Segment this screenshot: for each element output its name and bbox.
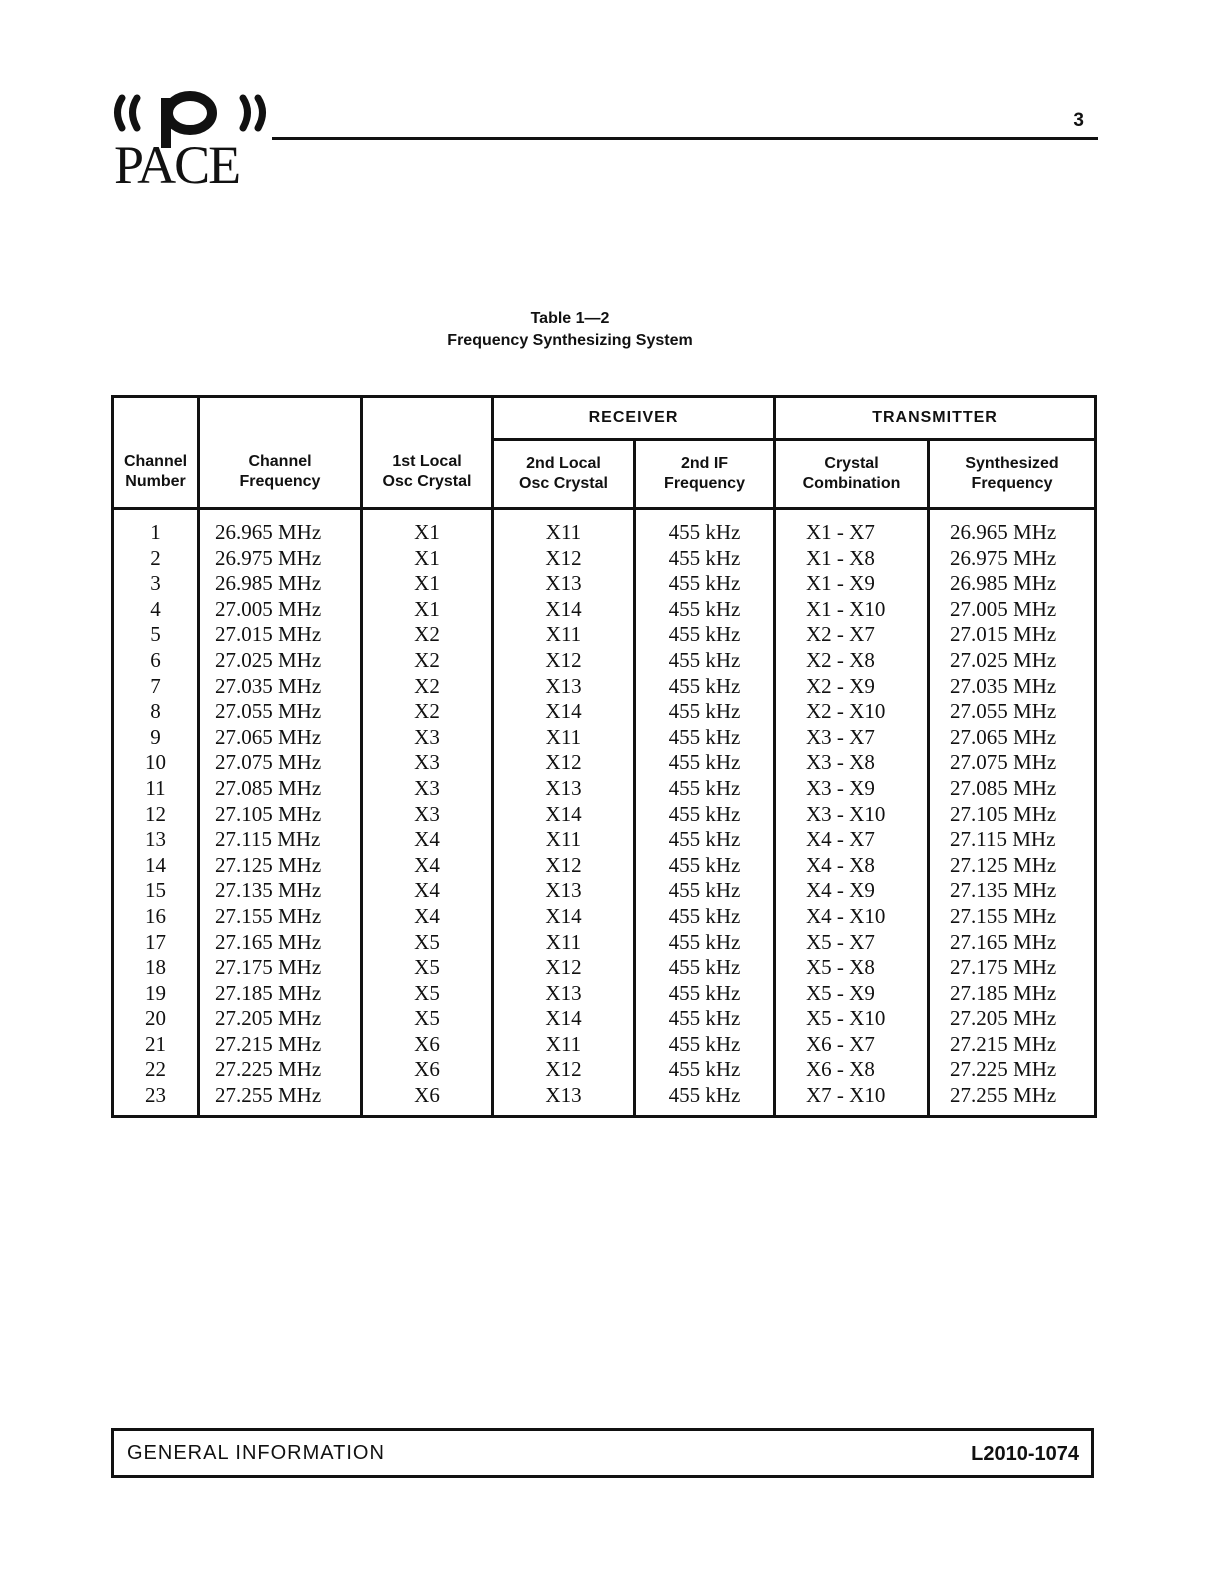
cell-2nd-local-osc: X11 bbox=[493, 622, 635, 648]
cell-synthesized-frequency: 27.215 MHz bbox=[929, 1032, 1096, 1058]
cell-crystal-combination: X4 - X8 bbox=[775, 853, 929, 879]
cell-channel-frequency: 27.085 MHz bbox=[199, 776, 362, 802]
cell-synthesized-frequency: 27.015 MHz bbox=[929, 622, 1096, 648]
footer-doc-id: L2010-1074 bbox=[971, 1443, 1079, 1465]
cell-synthesized-frequency: 27.205 MHz bbox=[929, 1006, 1096, 1032]
cell-channel-frequency: 27.075 MHz bbox=[199, 750, 362, 776]
cell-synthesized-frequency: 27.115 MHz bbox=[929, 827, 1096, 853]
cell-channel-number: 14 bbox=[113, 853, 199, 879]
cell-channel-number: 1 bbox=[113, 509, 199, 546]
cell-synthesized-frequency: 27.155 MHz bbox=[929, 904, 1096, 930]
cell-1st-local-osc: X4 bbox=[362, 878, 493, 904]
cell-synthesized-frequency: 27.185 MHz bbox=[929, 981, 1096, 1007]
table-row bbox=[113, 930, 1096, 956]
cell-crystal-combination: X3 - X8 bbox=[775, 750, 929, 776]
cell-1st-local-osc: X2 bbox=[362, 648, 493, 674]
cell-synthesized-frequency: 27.085 MHz bbox=[929, 776, 1096, 802]
header-2nd-local-osc: 2nd Local Osc Crystal bbox=[493, 440, 635, 509]
cell-crystal-combination: X3 - X9 bbox=[775, 776, 929, 802]
cell-1st-local-osc: X2 bbox=[362, 674, 493, 700]
cell-crystal-combination: X2 - X7 bbox=[775, 622, 929, 648]
table-row bbox=[113, 597, 1096, 623]
cell-channel-frequency: 26.985 MHz bbox=[199, 571, 362, 597]
table-body bbox=[113, 509, 1096, 1117]
table-row bbox=[113, 827, 1096, 853]
cell-synthesized-frequency: 27.255 MHz bbox=[929, 1083, 1096, 1116]
cell-crystal-combination: X1 - X7 bbox=[775, 509, 929, 546]
cell-1st-local-osc: X4 bbox=[362, 853, 493, 879]
cell-2nd-local-osc: X14 bbox=[493, 1006, 635, 1032]
cell-1st-local-osc: X3 bbox=[362, 750, 493, 776]
cell-channel-frequency: 27.255 MHz bbox=[199, 1083, 362, 1116]
table-row bbox=[113, 648, 1096, 674]
cell-synthesized-frequency: 26.985 MHz bbox=[929, 571, 1096, 597]
header-rule bbox=[272, 137, 1098, 140]
cell-channel-frequency: 26.975 MHz bbox=[199, 546, 362, 572]
cell-synthesized-frequency: 27.005 MHz bbox=[929, 597, 1096, 623]
cell-crystal-combination: X6 - X7 bbox=[775, 1032, 929, 1058]
cell-1st-local-osc: X1 bbox=[362, 546, 493, 572]
cell-1st-local-osc: X6 bbox=[362, 1083, 493, 1116]
cell-1st-local-osc: X4 bbox=[362, 827, 493, 853]
cell-channel-number: 15 bbox=[113, 878, 199, 904]
cell-channel-number: 16 bbox=[113, 904, 199, 930]
cell-2nd-local-osc: X12 bbox=[493, 853, 635, 879]
cell-crystal-combination: X5 - X10 bbox=[775, 1006, 929, 1032]
cell-1st-local-osc: X3 bbox=[362, 725, 493, 751]
cell-crystal-combination: X5 - X9 bbox=[775, 981, 929, 1007]
header-synthesized-frequency: Synthesized Frequency bbox=[929, 440, 1096, 509]
table-subtitle: Frequency Synthesizing System bbox=[447, 332, 693, 349]
table-row bbox=[113, 955, 1096, 981]
cell-2nd-local-osc: X11 bbox=[493, 827, 635, 853]
cell-crystal-combination: X3 - X7 bbox=[775, 725, 929, 751]
table-row bbox=[113, 981, 1096, 1007]
cell-1st-local-osc: X2 bbox=[362, 622, 493, 648]
table-row bbox=[113, 1032, 1096, 1058]
cell-channel-frequency: 27.025 MHz bbox=[199, 648, 362, 674]
cell-channel-frequency: 27.125 MHz bbox=[199, 853, 362, 879]
cell-channel-number: 23 bbox=[113, 1083, 199, 1116]
cell-channel-frequency: 27.015 MHz bbox=[199, 622, 362, 648]
cell-channel-frequency: 27.005 MHz bbox=[199, 597, 362, 623]
cell-channel-number: 17 bbox=[113, 930, 199, 956]
cell-channel-frequency: 27.215 MHz bbox=[199, 1032, 362, 1058]
cell-2nd-local-osc: X11 bbox=[493, 930, 635, 956]
cell-channel-frequency: 27.065 MHz bbox=[199, 725, 362, 751]
cell-2nd-if-frequency: 455 kHz bbox=[635, 509, 775, 546]
header-channel-number: Channel Number bbox=[113, 397, 199, 509]
cell-synthesized-frequency: 26.975 MHz bbox=[929, 546, 1096, 572]
cell-2nd-if-frequency: 455 kHz bbox=[635, 981, 775, 1007]
table-row bbox=[113, 776, 1096, 802]
cell-channel-frequency: 27.225 MHz bbox=[199, 1057, 362, 1083]
cell-crystal-combination: X2 - X8 bbox=[775, 648, 929, 674]
cell-2nd-if-frequency: 455 kHz bbox=[635, 1006, 775, 1032]
cell-1st-local-osc: X2 bbox=[362, 699, 493, 725]
cell-channel-number: 12 bbox=[113, 802, 199, 828]
cell-channel-number: 9 bbox=[113, 725, 199, 751]
cell-1st-local-osc: X1 bbox=[362, 509, 493, 546]
cell-channel-frequency: 27.205 MHz bbox=[199, 1006, 362, 1032]
page-number: 3 bbox=[1073, 110, 1084, 131]
cell-1st-local-osc: X5 bbox=[362, 930, 493, 956]
cell-synthesized-frequency: 27.065 MHz bbox=[929, 725, 1096, 751]
cell-2nd-if-frequency: 455 kHz bbox=[635, 930, 775, 956]
table-caption bbox=[0, 308, 1140, 352]
cell-channel-frequency: 27.105 MHz bbox=[199, 802, 362, 828]
cell-2nd-if-frequency: 455 kHz bbox=[635, 699, 775, 725]
cell-2nd-local-osc: X13 bbox=[493, 1083, 635, 1116]
cell-synthesized-frequency: 27.165 MHz bbox=[929, 930, 1096, 956]
cell-crystal-combination: X4 - X7 bbox=[775, 827, 929, 853]
cell-2nd-if-frequency: 455 kHz bbox=[635, 1032, 775, 1058]
logo-wordmark: PACE bbox=[114, 135, 240, 195]
cell-channel-frequency: 27.185 MHz bbox=[199, 981, 362, 1007]
cell-2nd-if-frequency: 455 kHz bbox=[635, 904, 775, 930]
table-row bbox=[113, 509, 1096, 546]
pace-logo bbox=[110, 88, 275, 198]
cell-2nd-if-frequency: 455 kHz bbox=[635, 546, 775, 572]
cell-1st-local-osc: X3 bbox=[362, 776, 493, 802]
cell-2nd-if-frequency: 455 kHz bbox=[635, 571, 775, 597]
cell-2nd-if-frequency: 455 kHz bbox=[635, 725, 775, 751]
table-row bbox=[113, 622, 1096, 648]
table-row bbox=[113, 546, 1096, 572]
table-row bbox=[113, 725, 1096, 751]
cell-crystal-combination: X4 - X10 bbox=[775, 904, 929, 930]
cell-channel-frequency: 27.165 MHz bbox=[199, 930, 362, 956]
cell-crystal-combination: X2 - X10 bbox=[775, 699, 929, 725]
cell-crystal-combination: X6 - X8 bbox=[775, 1057, 929, 1083]
table-row bbox=[113, 878, 1096, 904]
cell-synthesized-frequency: 27.105 MHz bbox=[929, 802, 1096, 828]
cell-channel-number: 2 bbox=[113, 546, 199, 572]
cell-crystal-combination: X1 - X10 bbox=[775, 597, 929, 623]
table-row bbox=[113, 802, 1096, 828]
header-channel-frequency: Channel Frequency bbox=[199, 397, 362, 509]
cell-synthesized-frequency: 27.025 MHz bbox=[929, 648, 1096, 674]
cell-1st-local-osc: X5 bbox=[362, 955, 493, 981]
cell-channel-number: 6 bbox=[113, 648, 199, 674]
header-crystal-combination: Crystal Combination bbox=[775, 440, 929, 509]
cell-channel-number: 7 bbox=[113, 674, 199, 700]
cell-1st-local-osc: X1 bbox=[362, 597, 493, 623]
header-2nd-if-frequency: 2nd IF Frequency bbox=[635, 440, 775, 509]
cell-2nd-local-osc: X11 bbox=[493, 725, 635, 751]
cell-channel-frequency: 27.155 MHz bbox=[199, 904, 362, 930]
cell-1st-local-osc: X6 bbox=[362, 1057, 493, 1083]
cell-crystal-combination: X4 - X9 bbox=[775, 878, 929, 904]
cell-2nd-if-frequency: 455 kHz bbox=[635, 648, 775, 674]
table-row bbox=[113, 853, 1096, 879]
cell-crystal-combination: X1 - X9 bbox=[775, 571, 929, 597]
cell-2nd-local-osc: X12 bbox=[493, 546, 635, 572]
cell-synthesized-frequency: 27.175 MHz bbox=[929, 955, 1096, 981]
cell-2nd-local-osc: X13 bbox=[493, 878, 635, 904]
cell-2nd-local-osc: X12 bbox=[493, 1057, 635, 1083]
cell-synthesized-frequency: 27.125 MHz bbox=[929, 853, 1096, 879]
cell-channel-frequency: 27.115 MHz bbox=[199, 827, 362, 853]
cell-2nd-local-osc: X13 bbox=[493, 571, 635, 597]
cell-channel-number: 21 bbox=[113, 1032, 199, 1058]
cell-channel-number: 18 bbox=[113, 955, 199, 981]
cell-2nd-if-frequency: 455 kHz bbox=[635, 622, 775, 648]
cell-2nd-if-frequency: 455 kHz bbox=[635, 802, 775, 828]
cell-2nd-local-osc: X11 bbox=[493, 1032, 635, 1058]
cell-2nd-local-osc: X14 bbox=[493, 699, 635, 725]
cell-2nd-local-osc: X14 bbox=[493, 597, 635, 623]
cell-1st-local-osc: X4 bbox=[362, 904, 493, 930]
cell-channel-frequency: 27.055 MHz bbox=[199, 699, 362, 725]
cell-2nd-local-osc: X12 bbox=[493, 750, 635, 776]
cell-channel-number: 20 bbox=[113, 1006, 199, 1032]
cell-2nd-local-osc: X12 bbox=[493, 648, 635, 674]
cell-1st-local-osc: X5 bbox=[362, 981, 493, 1007]
footer bbox=[111, 1428, 1094, 1478]
table-row bbox=[113, 904, 1096, 930]
cell-channel-frequency: 27.135 MHz bbox=[199, 878, 362, 904]
cell-channel-number: 11 bbox=[113, 776, 199, 802]
cell-crystal-combination: X1 - X8 bbox=[775, 546, 929, 572]
cell-channel-number: 22 bbox=[113, 1057, 199, 1083]
cell-2nd-if-frequency: 455 kHz bbox=[635, 827, 775, 853]
cell-synthesized-frequency: 27.135 MHz bbox=[929, 878, 1096, 904]
cell-channel-number: 10 bbox=[113, 750, 199, 776]
cell-1st-local-osc: X1 bbox=[362, 571, 493, 597]
cell-channel-frequency: 26.965 MHz bbox=[199, 509, 362, 546]
group-receiver: RECEIVER bbox=[493, 397, 775, 440]
table-row bbox=[113, 1057, 1096, 1083]
cell-synthesized-frequency: 26.965 MHz bbox=[929, 509, 1096, 546]
cell-channel-frequency: 27.175 MHz bbox=[199, 955, 362, 981]
cell-synthesized-frequency: 27.035 MHz bbox=[929, 674, 1096, 700]
table-row bbox=[113, 571, 1096, 597]
cell-channel-number: 8 bbox=[113, 699, 199, 725]
cell-2nd-if-frequency: 455 kHz bbox=[635, 878, 775, 904]
cell-2nd-local-osc: X13 bbox=[493, 981, 635, 1007]
cell-2nd-local-osc: X12 bbox=[493, 955, 635, 981]
footer-section: GENERAL INFORMATION bbox=[127, 1442, 385, 1464]
cell-2nd-local-osc: X14 bbox=[493, 802, 635, 828]
table-row bbox=[113, 750, 1096, 776]
cell-crystal-combination: X5 - X8 bbox=[775, 955, 929, 981]
cell-1st-local-osc: X5 bbox=[362, 1006, 493, 1032]
table-row bbox=[113, 674, 1096, 700]
cell-synthesized-frequency: 27.225 MHz bbox=[929, 1057, 1096, 1083]
cell-2nd-if-frequency: 455 kHz bbox=[635, 750, 775, 776]
cell-channel-number: 3 bbox=[113, 571, 199, 597]
cell-crystal-combination: X5 - X7 bbox=[775, 930, 929, 956]
group-transmitter: TRANSMITTER bbox=[775, 397, 1096, 440]
cell-2nd-if-frequency: 455 kHz bbox=[635, 955, 775, 981]
cell-2nd-if-frequency: 455 kHz bbox=[635, 674, 775, 700]
cell-crystal-combination: X7 - X10 bbox=[775, 1083, 929, 1116]
cell-channel-frequency: 27.035 MHz bbox=[199, 674, 362, 700]
cell-2nd-local-osc: X14 bbox=[493, 904, 635, 930]
cell-2nd-if-frequency: 455 kHz bbox=[635, 1083, 775, 1116]
cell-1st-local-osc: X3 bbox=[362, 802, 493, 828]
cell-channel-number: 5 bbox=[113, 622, 199, 648]
cell-2nd-local-osc: X13 bbox=[493, 674, 635, 700]
table-row bbox=[113, 1006, 1096, 1032]
frequency-table bbox=[111, 395, 1097, 1118]
cell-2nd-if-frequency: 455 kHz bbox=[635, 597, 775, 623]
table-row bbox=[113, 699, 1096, 725]
cell-crystal-combination: X3 - X10 bbox=[775, 802, 929, 828]
cell-2nd-if-frequency: 455 kHz bbox=[635, 853, 775, 879]
cell-channel-number: 4 bbox=[113, 597, 199, 623]
cell-synthesized-frequency: 27.055 MHz bbox=[929, 699, 1096, 725]
cell-2nd-local-osc: X11 bbox=[493, 509, 635, 546]
cell-crystal-combination: X2 - X9 bbox=[775, 674, 929, 700]
cell-channel-number: 13 bbox=[113, 827, 199, 853]
header-1st-local-osc: 1st Local Osc Crystal bbox=[362, 397, 493, 509]
table-title: Table 1—2 bbox=[530, 310, 610, 327]
cell-2nd-if-frequency: 455 kHz bbox=[635, 1057, 775, 1083]
cell-synthesized-frequency: 27.075 MHz bbox=[929, 750, 1096, 776]
cell-1st-local-osc: X6 bbox=[362, 1032, 493, 1058]
cell-channel-number: 19 bbox=[113, 981, 199, 1007]
cell-2nd-local-osc: X13 bbox=[493, 776, 635, 802]
cell-2nd-if-frequency: 455 kHz bbox=[635, 776, 775, 802]
table-row bbox=[113, 1083, 1096, 1116]
